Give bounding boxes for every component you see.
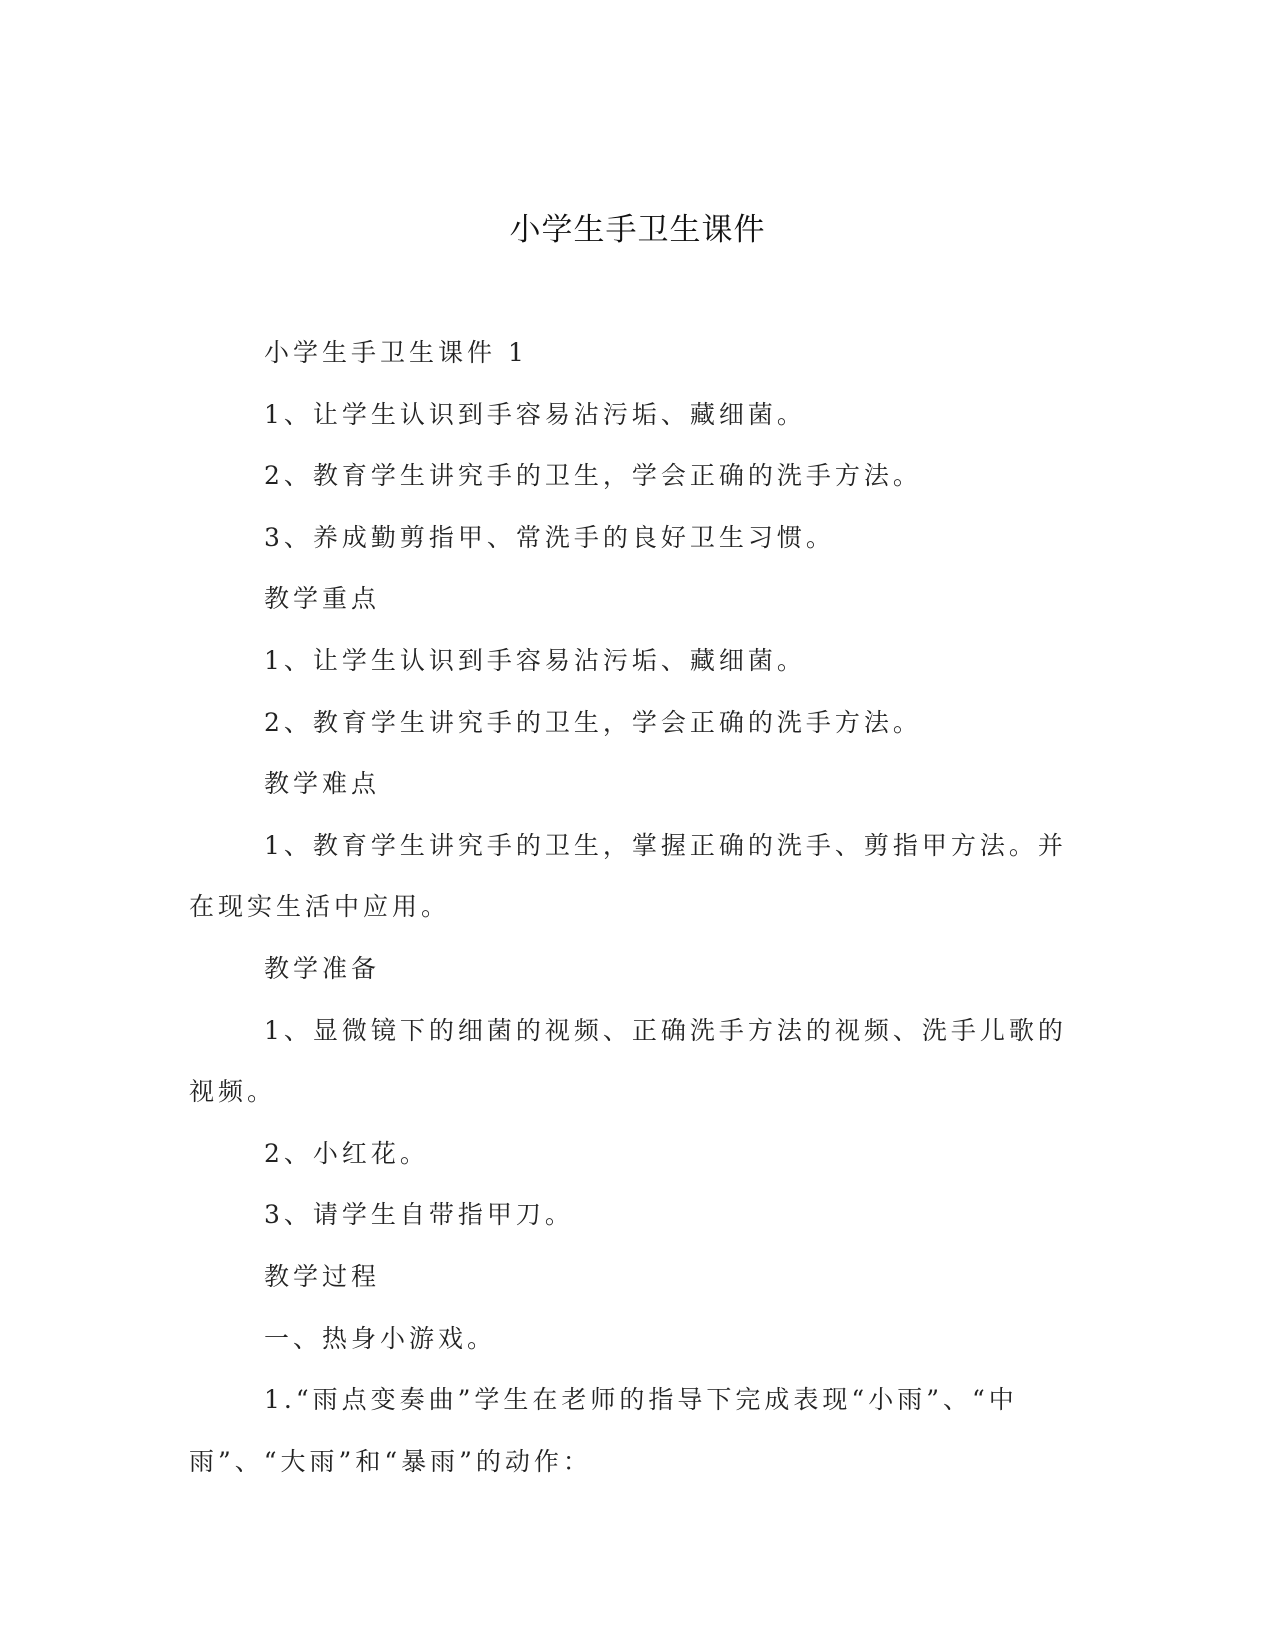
paragraph: 一、热身小游戏。 bbox=[264, 1323, 497, 1353]
paragraph: 2、教育学生讲究手的卫生，学会正确的洗手方法。 bbox=[264, 461, 922, 491]
paragraph: 1、让学生认识到手容易沾污垢、藏细菌。 bbox=[264, 399, 806, 429]
paragraph: 2、小红花。 bbox=[264, 1138, 429, 1168]
section-heading: 教学过程 bbox=[264, 1261, 381, 1291]
paragraph: 1.“雨点变奏曲”学生在老师的指导下完成表现“小雨”、“中雨”、“大雨”和“暴雨”的动作： bbox=[189, 1385, 1018, 1476]
document-body bbox=[189, 322, 1071, 1492]
section-heading: 教学准备 bbox=[264, 953, 381, 983]
paragraph: 3、请学生自带指甲刀。 bbox=[264, 1200, 574, 1230]
paragraph: 小学生手卫生课件 1 bbox=[264, 338, 528, 367]
paragraph: 1、显微镜下的细菌的视频、正确洗手方法的视频、洗手儿歌的视频。 bbox=[189, 1015, 1067, 1107]
section-heading: 教学难点 bbox=[264, 769, 381, 799]
paragraph: 3、养成勤剪指甲、常洗手的良好卫生习惯。 bbox=[264, 522, 835, 552]
paragraph: 2、教育学生讲究手的卫生，学会正确的洗手方法。 bbox=[264, 707, 922, 737]
document-title: 小学生手卫生课件 bbox=[509, 212, 766, 248]
paragraph: 1、让学生认识到手容易沾污垢、藏细菌。 bbox=[264, 645, 806, 675]
section-heading: 教学重点 bbox=[264, 584, 381, 614]
paragraph: 1、教育学生讲究手的卫生，掌握正确的洗手、剪指甲方法。并在现实生活中应用。 bbox=[189, 830, 1067, 922]
